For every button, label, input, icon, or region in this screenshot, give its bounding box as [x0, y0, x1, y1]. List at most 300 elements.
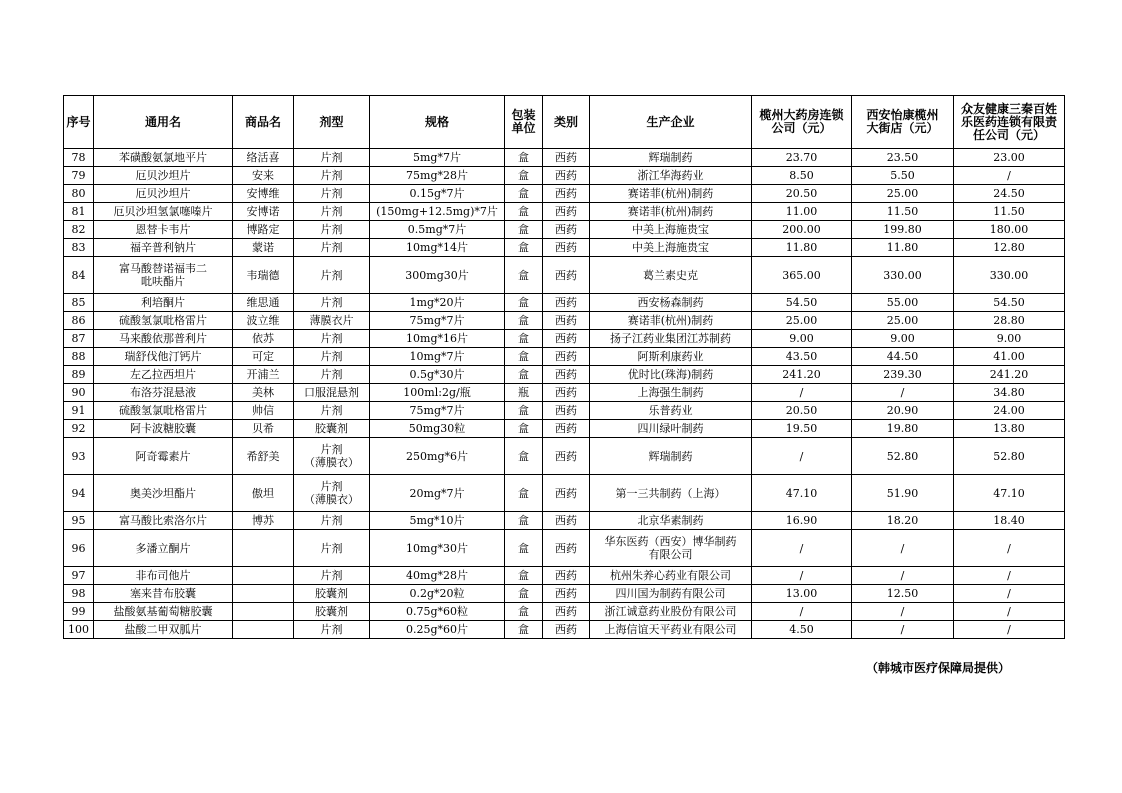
cell-brand: 维思通	[233, 294, 294, 312]
cell-spec: 0.25g*60片	[370, 621, 505, 639]
cell-maker	[590, 384, 752, 402]
cell-line: 中美上海施贵宝	[632, 241, 709, 254]
cell-price-3: 330.00	[954, 257, 1065, 294]
cell-generic-name	[94, 530, 233, 567]
cell-line: 第一三共制药（上海）	[615, 486, 726, 500]
cell-price-1: 20.50	[752, 185, 852, 203]
cell-form	[294, 567, 370, 585]
cell-price-2: /	[852, 384, 954, 402]
cell-unit: 盒	[505, 475, 543, 512]
cell-line: 有限公司	[648, 548, 693, 561]
cell-brand: 开浦兰	[233, 366, 294, 384]
cell-brand: 依苏	[233, 330, 294, 348]
cell-price-1: 23.70	[752, 149, 852, 167]
cell-price-1: /	[752, 567, 852, 585]
cell-line: 阿斯利康药业	[637, 350, 704, 363]
table-row	[64, 366, 1065, 384]
cell-line: 盐酸氨基葡萄糖胶囊	[113, 605, 213, 618]
cell-maker	[590, 512, 752, 530]
col-header-category	[543, 96, 590, 149]
drug-price-table	[63, 95, 1065, 639]
cell-maker	[590, 585, 752, 603]
cell-price-3: 34.80	[954, 384, 1065, 402]
cell-unit: 盒	[505, 149, 543, 167]
cell-no: 92	[64, 420, 94, 438]
cell-spec: 1mg*20片	[370, 294, 505, 312]
header-line: 通用名	[144, 114, 181, 129]
cell-price-3: 12.80	[954, 239, 1065, 257]
col-header-maker	[590, 96, 752, 149]
table-row	[64, 330, 1065, 348]
cell-spec: 75mg*7片	[370, 402, 505, 420]
cell-line: 片剂	[320, 268, 343, 282]
cell-generic-name	[94, 366, 233, 384]
cell-line: 片剂	[320, 514, 343, 527]
cell-line: 利培酮片	[141, 296, 185, 309]
cell-maker	[590, 402, 752, 420]
cell-price-2: /	[852, 567, 954, 585]
cell-category: 西药	[543, 402, 590, 420]
cell-price-2: 9.00	[852, 330, 954, 348]
cell-no: 99	[64, 603, 94, 621]
cell-line: 片剂	[320, 205, 343, 218]
cell-line: 硫酸氢氯吡格雷片	[119, 314, 207, 327]
cell-no: 96	[64, 530, 94, 567]
cell-no: 97	[64, 567, 94, 585]
table-row	[64, 257, 1065, 294]
cell-brand: 希舒美	[233, 438, 294, 475]
cell-price-2: 19.80	[852, 420, 954, 438]
cell-price-2: 25.00	[852, 312, 954, 330]
cell-maker	[590, 312, 752, 330]
table-row	[64, 438, 1065, 475]
cell-price-1: 25.00	[752, 312, 852, 330]
cell-line: 马来酸依那普利片	[119, 332, 207, 345]
cell-unit: 盒	[505, 221, 543, 239]
cell-form	[294, 621, 370, 639]
cell-no: 78	[64, 149, 94, 167]
cell-maker	[590, 621, 752, 639]
cell-line: 塞来昔布胶囊	[130, 587, 196, 600]
cell-line: 葛兰素史克	[643, 268, 698, 282]
cell-form	[294, 294, 370, 312]
col-header-unit	[505, 96, 543, 149]
price-table-sheet	[63, 95, 1064, 639]
cell-form	[294, 167, 370, 185]
cell-price-2: 239.30	[852, 366, 954, 384]
cell-spec: 10mg*7片	[370, 348, 505, 366]
table-row	[64, 530, 1065, 567]
col-header-price-2	[852, 96, 954, 149]
cell-form	[294, 438, 370, 475]
cell-category: 西药	[543, 585, 590, 603]
header-line: 公司（元）	[771, 121, 832, 135]
cell-generic-name	[94, 203, 233, 221]
cell-no: 88	[64, 348, 94, 366]
cell-category: 西药	[543, 603, 590, 621]
cell-generic-name	[94, 348, 233, 366]
cell-generic-name	[94, 567, 233, 585]
cell-price-3: 18.40	[954, 512, 1065, 530]
cell-price-2: 55.00	[852, 294, 954, 312]
col-header-price-1	[752, 96, 852, 149]
cell-brand: 韦瑞德	[233, 257, 294, 294]
header-line: 序号	[66, 114, 91, 129]
cell-form	[294, 366, 370, 384]
cell-form	[294, 420, 370, 438]
cell-line: 西安杨森制药	[637, 296, 704, 309]
cell-category: 西药	[543, 420, 590, 438]
cell-spec: 40mg*28片	[370, 567, 505, 585]
cell-no: 90	[64, 384, 94, 402]
header-line: 西安怡康榄州	[866, 108, 939, 122]
table-row	[64, 221, 1065, 239]
cell-unit: 盒	[505, 512, 543, 530]
cell-price-1: /	[752, 530, 852, 567]
cell-category: 西药	[543, 530, 590, 567]
header-line: 类别	[553, 114, 578, 129]
table-row	[64, 621, 1065, 639]
cell-spec: 10mg*14片	[370, 239, 505, 257]
cell-brand	[233, 621, 294, 639]
cell-line: 阿奇霉素片	[135, 449, 191, 463]
cell-line: 口服混悬剂	[304, 386, 359, 399]
cell-spec: (150mg+12.5mg)*7片	[370, 203, 505, 221]
cell-brand: 博路定	[233, 221, 294, 239]
cell-price-2: 23.50	[852, 149, 954, 167]
cell-price-3: 180.00	[954, 221, 1065, 239]
cell-form	[294, 203, 370, 221]
cell-price-2: 25.00	[852, 185, 954, 203]
table-row	[64, 294, 1065, 312]
cell-price-2: 20.90	[852, 402, 954, 420]
cell-category: 西药	[543, 203, 590, 221]
cell-line: 胶囊剂	[315, 605, 348, 618]
cell-brand: 傲坦	[233, 475, 294, 512]
cell-spec: 0.2g*20粒	[370, 585, 505, 603]
cell-form	[294, 512, 370, 530]
cell-no: 89	[64, 366, 94, 384]
table-row	[64, 603, 1065, 621]
cell-price-3: 54.50	[954, 294, 1065, 312]
cell-spec: 5mg*10片	[370, 512, 505, 530]
cell-line: 片剂	[320, 404, 343, 417]
table-row	[64, 149, 1065, 167]
cell-line: 硫酸氢氯吡格雷片	[119, 404, 207, 417]
cell-line: 厄贝沙坦片	[135, 169, 191, 182]
cell-price-1: 16.90	[752, 512, 852, 530]
cell-unit: 盒	[505, 330, 543, 348]
cell-spec: 0.5g*30片	[370, 366, 505, 384]
cell-form	[294, 239, 370, 257]
cell-line: 奥美沙坦酯片	[130, 486, 196, 500]
cell-line: 四川国为制药有限公司	[615, 587, 726, 600]
cell-category: 西药	[543, 438, 590, 475]
cell-maker	[590, 203, 752, 221]
cell-maker	[590, 239, 752, 257]
cell-brand: 蒙诺	[233, 239, 294, 257]
header-line: 任公司（元）	[972, 127, 1045, 142]
cell-brand	[233, 603, 294, 621]
cell-category: 西药	[543, 294, 590, 312]
cell-maker	[590, 438, 752, 475]
cell-generic-name	[94, 384, 233, 402]
cell-price-3: 241.20	[954, 366, 1065, 384]
cell-line: 片剂	[320, 480, 343, 493]
cell-price-1: 20.50	[752, 402, 852, 420]
table-row	[64, 585, 1065, 603]
cell-line: 胶囊剂	[315, 587, 348, 600]
cell-form	[294, 185, 370, 203]
cell-price-3: /	[954, 530, 1065, 567]
cell-spec: 20mg*7片	[370, 475, 505, 512]
cell-line: 片剂	[320, 569, 343, 582]
cell-generic-name	[94, 585, 233, 603]
cell-generic-name	[94, 149, 233, 167]
col-header-price-3	[954, 96, 1065, 149]
cell-form	[294, 257, 370, 294]
cell-unit: 盒	[505, 366, 543, 384]
table-row	[64, 402, 1065, 420]
cell-no: 94	[64, 475, 94, 512]
cell-price-2: 330.00	[852, 257, 954, 294]
cell-line: 浙江华海药业	[637, 169, 704, 182]
cell-generic-name	[94, 312, 233, 330]
cell-line: 厄贝沙坦片	[135, 187, 191, 200]
cell-form	[294, 603, 370, 621]
cell-price-3: 52.80	[954, 438, 1065, 475]
cell-price-2: 44.50	[852, 348, 954, 366]
cell-price-3: 47.10	[954, 475, 1065, 512]
cell-no: 79	[64, 167, 94, 185]
cell-unit: 盒	[505, 348, 543, 366]
cell-price-1: 200.00	[752, 221, 852, 239]
cell-category: 西药	[543, 330, 590, 348]
cell-maker	[590, 530, 752, 567]
cell-no: 98	[64, 585, 94, 603]
cell-category: 西药	[543, 185, 590, 203]
cell-line: 多潘立酮片	[135, 541, 191, 555]
cell-price-3: /	[954, 621, 1065, 639]
cell-price-3: 9.00	[954, 330, 1065, 348]
col-header-no	[64, 96, 94, 149]
cell-line: 杭州朱养心药业有限公司	[610, 569, 731, 582]
cell-line: 厄贝沙坦氢氯噻嗪片	[113, 205, 213, 218]
cell-price-2: /	[852, 603, 954, 621]
cell-brand	[233, 585, 294, 603]
cell-generic-name	[94, 621, 233, 639]
cell-form	[294, 585, 370, 603]
cell-maker	[590, 149, 752, 167]
cell-maker	[590, 475, 752, 512]
cell-category: 西药	[543, 567, 590, 585]
cell-line: 非布司他片	[135, 569, 191, 582]
cell-line: 片剂	[320, 541, 343, 555]
col-header-form	[294, 96, 370, 149]
cell-line: 华东医药（西安）博华制药	[604, 535, 737, 548]
cell-unit: 盒	[505, 185, 543, 203]
cell-maker	[590, 221, 752, 239]
cell-maker	[590, 603, 752, 621]
cell-maker	[590, 167, 752, 185]
cell-line: 胶囊剂	[315, 422, 348, 435]
cell-maker	[590, 366, 752, 384]
cell-spec: 50mg30粒	[370, 420, 505, 438]
cell-no: 91	[64, 402, 94, 420]
cell-line: 布洛芬混悬液	[130, 386, 196, 399]
table-row	[64, 348, 1065, 366]
cell-generic-name	[94, 239, 233, 257]
cell-no: 85	[64, 294, 94, 312]
cell-price-3: 11.50	[954, 203, 1065, 221]
cell-form	[294, 348, 370, 366]
table-row	[64, 512, 1065, 530]
cell-line: 片剂	[320, 223, 343, 236]
cell-spec: 300mg30片	[370, 257, 505, 294]
cell-unit: 盒	[505, 257, 543, 294]
cell-generic-name	[94, 420, 233, 438]
table-row	[64, 312, 1065, 330]
cell-unit: 盒	[505, 530, 543, 567]
cell-spec: 5mg*7片	[370, 149, 505, 167]
cell-line: 上海信谊天平药业有限公司	[604, 623, 737, 636]
cell-brand: 安来	[233, 167, 294, 185]
header-line: 剂型	[319, 114, 344, 129]
col-header-generic-name	[94, 96, 233, 149]
header-line: 商品名	[244, 114, 281, 129]
cell-unit: 盒	[505, 294, 543, 312]
cell-price-2: 11.80	[852, 239, 954, 257]
cell-price-1: 47.10	[752, 475, 852, 512]
cell-no: 81	[64, 203, 94, 221]
cell-no: 93	[64, 438, 94, 475]
cell-price-1: 11.80	[752, 239, 852, 257]
cell-price-1: 4.50	[752, 621, 852, 639]
cell-line: 苯磺酸氨氯地平片	[119, 151, 207, 164]
cell-brand: 安博诺	[233, 203, 294, 221]
cell-line: 片剂	[320, 332, 343, 345]
cell-price-3: 41.00	[954, 348, 1065, 366]
cell-brand: 贝希	[233, 420, 294, 438]
cell-no: 84	[64, 257, 94, 294]
cell-maker	[590, 257, 752, 294]
header-line: 榄州大药房连锁	[759, 108, 844, 122]
header-line: 单位	[511, 121, 536, 135]
cell-line: 片剂	[320, 368, 343, 381]
cell-category: 西药	[543, 167, 590, 185]
cell-category: 西药	[543, 239, 590, 257]
cell-generic-name	[94, 402, 233, 420]
cell-price-1: 8.50	[752, 167, 852, 185]
cell-maker	[590, 348, 752, 366]
cell-unit: 盒	[505, 585, 543, 603]
header-line: 众友健康三秦百姓	[960, 101, 1057, 116]
header-line: 包装	[511, 108, 536, 122]
cell-spec: 75mg*7片	[370, 312, 505, 330]
cell-line: 富马酸替诺福韦二	[119, 262, 207, 275]
cell-line: 片剂	[320, 443, 343, 456]
cell-no: 100	[64, 621, 94, 639]
cell-line: 片剂	[320, 623, 343, 636]
cell-category: 西药	[543, 475, 590, 512]
table-row	[64, 420, 1065, 438]
cell-price-2: 12.50	[852, 585, 954, 603]
cell-maker	[590, 420, 752, 438]
cell-spec: 10mg*16片	[370, 330, 505, 348]
cell-form	[294, 149, 370, 167]
cell-form	[294, 330, 370, 348]
cell-category: 西药	[543, 312, 590, 330]
cell-line: 浙江诚意药业股份有限公司	[604, 605, 737, 618]
cell-category: 西药	[543, 221, 590, 239]
cell-maker	[590, 567, 752, 585]
cell-price-1: 19.50	[752, 420, 852, 438]
cell-line: 中美上海施贵宝	[632, 223, 709, 236]
cell-line: 片剂	[320, 169, 343, 182]
table-row	[64, 239, 1065, 257]
cell-price-3: /	[954, 603, 1065, 621]
cell-price-1: 13.00	[752, 585, 852, 603]
cell-line: 辉瑞制药	[648, 151, 693, 164]
cell-category: 西药	[543, 621, 590, 639]
cell-no: 87	[64, 330, 94, 348]
cell-line: 乐普药业	[648, 404, 693, 417]
table-row	[64, 384, 1065, 402]
col-header-spec	[370, 96, 505, 149]
cell-price-2: /	[852, 530, 954, 567]
cell-line: 盐酸二甲双胍片	[124, 623, 202, 636]
cell-unit: 盒	[505, 438, 543, 475]
cell-generic-name	[94, 185, 233, 203]
cell-line: 赛诺菲(杭州)制药	[627, 205, 714, 218]
cell-price-1: /	[752, 384, 852, 402]
cell-category: 西药	[543, 257, 590, 294]
table-row	[64, 185, 1065, 203]
cell-category: 西药	[543, 366, 590, 384]
cell-maker	[590, 294, 752, 312]
cell-price-3: 13.80	[954, 420, 1065, 438]
cell-brand: 博苏	[233, 512, 294, 530]
cell-spec: 0.5mg*7片	[370, 221, 505, 239]
cell-spec: 75mg*28片	[370, 167, 505, 185]
cell-unit: 盒	[505, 402, 543, 420]
cell-maker	[590, 185, 752, 203]
cell-brand: 络活喜	[233, 149, 294, 167]
cell-form	[294, 530, 370, 567]
cell-price-3: /	[954, 567, 1065, 585]
cell-form	[294, 475, 370, 512]
cell-brand: 帅信	[233, 402, 294, 420]
cell-line: 阿卡波糖胶囊	[130, 422, 196, 435]
cell-price-3: 28.80	[954, 312, 1065, 330]
cell-unit: 盒	[505, 167, 543, 185]
cell-unit: 盒	[505, 312, 543, 330]
cell-line: 福辛普利钠片	[130, 241, 196, 254]
cell-generic-name	[94, 257, 233, 294]
cell-generic-name	[94, 512, 233, 530]
table-row	[64, 167, 1065, 185]
cell-spec: 250mg*6片	[370, 438, 505, 475]
cell-unit: 瓶	[505, 384, 543, 402]
cell-unit: 盒	[505, 420, 543, 438]
cell-line: 上海强生制药	[637, 386, 704, 399]
cell-price-1: /	[752, 438, 852, 475]
cell-line: 瑞舒伐他汀钙片	[124, 350, 202, 363]
cell-price-1: 9.00	[752, 330, 852, 348]
cell-brand: 可定	[233, 348, 294, 366]
cell-maker	[590, 330, 752, 348]
source-note: （韩城市医疗保障局提供）	[865, 661, 1010, 675]
